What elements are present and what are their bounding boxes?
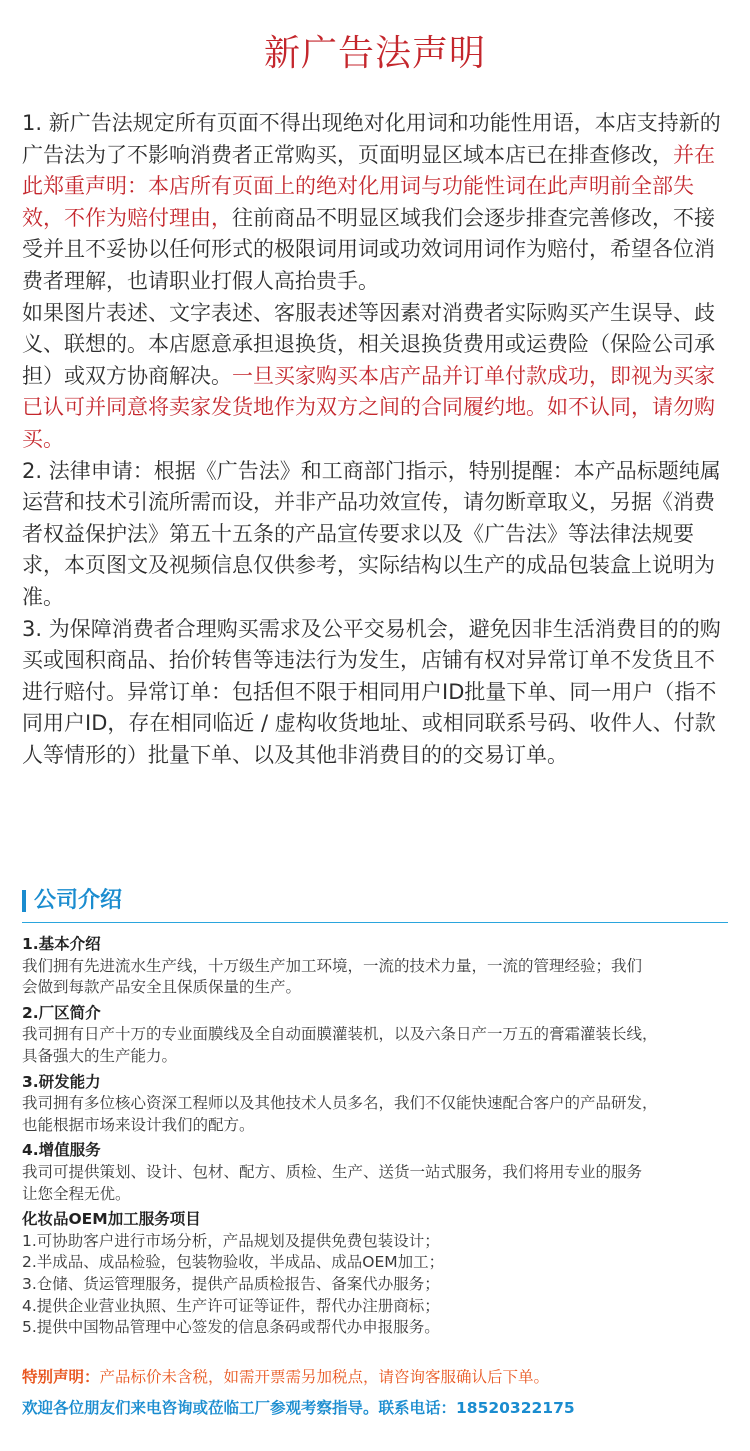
welcome-contact-line: 欢迎各位朋友们来电咨询或莅临工厂参观考察指导。联系电话：18520322175: [22, 1399, 575, 1417]
notice-paragraph-1: [22, 108, 732, 298]
notice-highlight: 一旦买家购买本店产品并订单付款成功，即视为买家已认可并同意将卖家发货地作为双方之间的合同履约地。如不认同，请勿购买。: [22, 363, 715, 451]
section-title: 2.厂区简介: [22, 1003, 101, 1022]
notice-paragraph-3: 2. 法律申请：根据《广告法》和工商部门指示，特别提醒：本产品标题纯属运营和技术引流所需而设，并非产品功效宣传，请勿断章取义，另据《消费者权益保护法》第五十五条的产品宣传要求以及《广告法》等法律法规要求，本页图文及视频信息仅供参考，实际结构以生产的成品包装盒上说明为准。: [22, 458, 721, 609]
section-title: 1.基本介绍: [22, 935, 101, 953]
list-item: 5.提供中国物品管理中心签发的信息条码或帮代办申报服务。: [22, 1318, 440, 1337]
section-line: 具备强大的生产能力。: [22, 1046, 178, 1065]
section-accent-bar: [22, 890, 26, 912]
notice-paragraph-4: 3. 为保障消费者合理购买需求及公平交易机会，避免因非生活消费目的的购买或囤积商品、抬价转售等违法行为发生，店铺有权对异常订单不发货且不进行赔付。异常订单：包括但不限于相同用户ID批量下单、同一用户（指不同用户ID，存在相同临近 / 虚构收货地址、或相同联系号码、收件人、付款人等情形的）批量下单、以及其他非消费目的的交易订单。: [22, 616, 721, 767]
ad-law-notice: [22, 108, 732, 771]
list-item: 3.仓储、货运管理服务，提供产品质检报告、备案代办服务；: [22, 1274, 440, 1293]
section-title: 化妆品OEM加工服务项目: [22, 1210, 201, 1229]
company-section-header: [22, 886, 728, 923]
section-title: 4.增值服务: [22, 1141, 101, 1160]
special-statement-text: 产品标价未含税，如需开票需另加税点，请咨询客服确认后下单。: [99, 1368, 550, 1386]
special-statement-label: 特别声明：: [22, 1368, 100, 1386]
company-intro: [22, 934, 732, 1339]
special-statement: [22, 1366, 732, 1388]
list-item: 4.提供企业营业执照、生产许可证等证件，帮代办注册商标；: [22, 1296, 440, 1315]
notice-text: 如果图片表述、文字表述、客服表述等因素对消费者实际购买产生误导、歧义、联想的。本店愿意承担退换货，相关退换货费用或运费险（保险公司承担）或双方协商解决。: [22, 300, 715, 388]
section-line: 让您全程无优。: [22, 1184, 131, 1203]
notice-highlight: 并在此郑重声明：本店所有页面上的绝对化用词与功能性词在此声明前全部失效，不作为赔付理由，: [22, 142, 715, 230]
list-item: 1.可协助客户进行市场分析，产品规划及提供免费包装设计；: [22, 1231, 440, 1250]
list-item: 2.半成品、成品检验，包装物验收，半成品、成品OEM加工；: [22, 1253, 445, 1272]
notice-text: 1. 新广告法规定所有页面不得出现绝对化用词和功能性用语，本店支持新的广告法为了不影响消费者正常购买，页面明显区域本店已在排查修改，: [22, 111, 721, 167]
section-line: 我们拥有先进流水生产线，十万级生产加工环境，一流的技术力量，一流的管理经验；我们: [22, 956, 643, 975]
company-section-title: 公司介绍: [34, 888, 123, 913]
section-line: 我司可提供策划、设计、包材、配方、质检、生产、送货一站式服务，我们将用专业的服务: [22, 1162, 643, 1181]
notice-paragraph-2: [22, 298, 732, 456]
section-line: 我司拥有日产十万的专业面膜线及全自动面膜灌装机，以及六条日产一万五的膏霜灌装长线，: [22, 1025, 658, 1044]
section-line: 会做到每款产品安全且保质保量的生产。: [22, 978, 302, 997]
section-line: 我司拥有多位核心资深工程师以及其他技术人员多名，我们不仅能快速配合客户的产品研发，: [22, 1094, 658, 1113]
notice-text: 往前商品不明显区域我们会逐步排查完善修改，不接受并且不妥协以任何形式的极限词用词或功效词用词作为赔付，希望各位消费者理解，也请职业打假人高抬贵手。: [22, 205, 715, 293]
section-title: 3.研发能力: [22, 1072, 101, 1091]
page-title: 新广告法声明: [263, 33, 486, 74]
section-line: 也能根据市场来设计我们的配方。: [22, 1115, 255, 1134]
